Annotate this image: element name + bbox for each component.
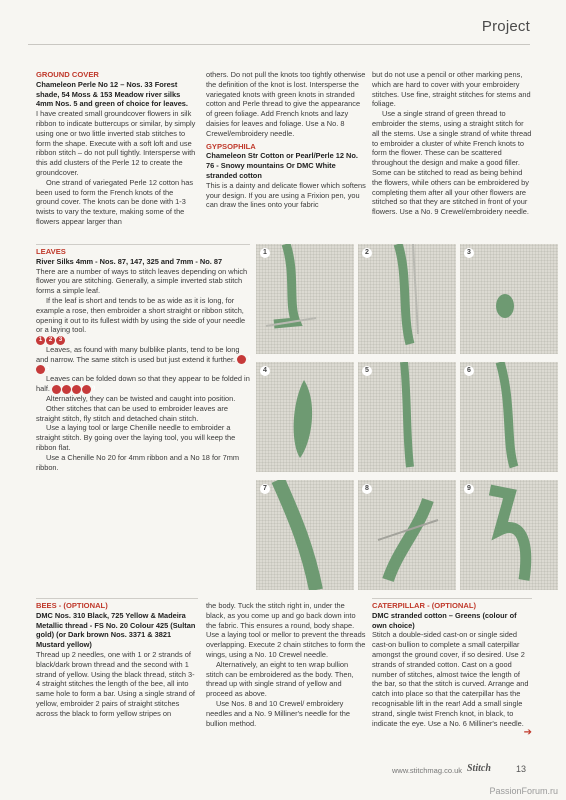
gypsophila-p3: Use a single strand of green thread to embroider the stems, using a straight stitch for all the stems. Use a single strand of white thread to embroider a cluster of white French knots to form the flower. These can be scattered throughout the design and make a good filler. Some can be stitched to read as being behind the flowers, while others can be embroidered by completing them after all your other flowers are stitched so that they are stitched in front of your flowers. Use a No. 9 Crewel/embroidery needle. <box>372 109 532 217</box>
gypsophila-heading: GYPSOPHILA <box>206 141 256 151</box>
bees-p2: the body. Tuck the stitch right in, under the black, as you come up and go back down into the fabric. This ensures a round, body shape. Use a laying tool or mellor to prevent the threads overlapping. Execute 2 chain stitches to form the wings, using a No. 10 Crewel needle. <box>206 601 366 659</box>
footer-brand-logo: Stitch <box>467 763 491 774</box>
caterpillar-heading: CATERPILLAR - (OPTIONAL) <box>372 601 477 610</box>
column-2-top <box>206 70 368 210</box>
leaves-p3-text: Leaves, as found with many bulblike plants, tend to be long and narrow. The same stitch is used but just extend it further. <box>36 344 240 364</box>
ribbon-illustration <box>358 362 456 472</box>
ribbon-illustration <box>460 244 558 354</box>
step-photo-4 <box>256 362 354 472</box>
step-number: 1 <box>260 248 270 258</box>
page-number: 13 <box>516 764 527 774</box>
bees-materials: DMC Nos. 310 Black, 725 Yellow & Madeira Metallic thread - FS No. 20 Colour 425 (Sultan gold) (or Dark brown Nos. 3371 & 3821 Mustard yellow) <box>36 610 196 650</box>
watermark: PassionForum.ru <box>489 786 558 796</box>
column-3-top <box>372 70 532 217</box>
bees-p4: Use Nos. 8 and 10 Crewel/ embroidery needles and a No. 9 Milliner's needle for the bullion method. <box>206 698 350 728</box>
step-badge: 4 <box>237 355 246 364</box>
step-photo-8 <box>358 480 456 590</box>
ribbon-illustration <box>256 244 354 354</box>
continue-arrow-icon: ➔ <box>523 727 532 739</box>
leaves-p1: There are a number of ways to stitch leaves depending on which flower you are stitching. Generally, a simple inverted stab stitch forms a simple leaf. <box>36 266 248 296</box>
ground-cover-heading: GROUND COVER <box>36 70 99 79</box>
ground-cover-p1: I have created small groundcover flowers in silk ribbon to indicate buttercups or similar, by simply using one or two little inverted stab stitches to form the shape. Execute with a soft loft and use ribbon stitch – do not pull tightly. Intersperse with this add clusters of the Perle 12 to create the groundcover. <box>36 109 196 177</box>
ribbon-illustration <box>358 244 456 354</box>
ribbon-illustration <box>460 362 558 472</box>
caterpillar-section <box>372 598 532 738</box>
footer-url[interactable]: www.stitchmag.co.uk <box>392 766 463 775</box>
ribbon-illustration <box>256 362 354 472</box>
step-number: 6 <box>464 366 474 376</box>
page-footer <box>0 760 566 800</box>
section-label: Project <box>481 18 530 35</box>
leaves-section <box>36 244 250 472</box>
leaves-badges-1 <box>36 335 250 345</box>
leaves-p4-text: Leaves can be folded down so that they appear to be folded in half. <box>36 374 250 394</box>
ribbon-illustration <box>358 480 456 590</box>
caterpillar-p1: Stitch a double-sided cast-on or single sided cast-on bullion to complete a small caterpillar amongst the ground cover, if so desired. Use 2 strands of stranded cotton. Cast on a good number of stitches, almost twice the length of the bar, so that the stitch is curved. Arrange and catch into place so that the caterpillar has the recognisable lift in the rear! Add a small single strand, single twist French knot, in black, to indicate the eye. Use a No. 6 Milliner's needle. <box>372 630 529 728</box>
step-photo-3 <box>460 244 558 354</box>
step-number: 8 <box>362 484 372 494</box>
step-badge: 1 <box>36 336 45 345</box>
step-photo-grid <box>256 244 558 590</box>
step-photo-5 <box>358 362 456 472</box>
leaves-p4 <box>36 374 250 394</box>
leaves-p3 <box>36 345 250 374</box>
step-photo-6 <box>460 362 558 472</box>
leaves-heading: LEAVES <box>36 247 66 256</box>
step-number: 7 <box>260 484 270 494</box>
step-number: 3 <box>464 248 474 258</box>
gypsophila-p1: This is a dainty and delicate flower which softens your design. If you are using a Frixion pen, you can draw the lines onto your fabric <box>206 180 366 210</box>
step-badge <box>52 385 61 394</box>
ground-cover-p2: One strand of variegated Perle 12 cotton has been used to form the French knots of the ground cover. The knots can be done with 1-3 twists to vary the texture, making some of the flowers appear larger than <box>36 177 194 226</box>
leaves-p8: Use a Chenille No 20 for 4mm ribbon and a No 18 for 7mm ribbon. <box>36 452 240 472</box>
ribbon-illustration <box>460 480 558 590</box>
step-badge: 2 <box>46 336 55 345</box>
bees-section <box>36 598 198 719</box>
step-badge: 5 <box>36 365 45 374</box>
leaves-p2: If the leaf is short and tends to be as wide as it is long, for example a rose, then embroider a short straight or ribbon stitch, opening it out to its fullest width by using the side of your needle or a laying tool. <box>36 295 246 335</box>
bees-p3: Alternatively, an eight to ten wrap bullion stitch can be embroidered as the body. Then, thread up with single strand of yellow and proceed as above. <box>206 659 354 699</box>
leaves-p7: Use a laying tool or large Chenille needle to embroider a straight stitch. By going over the laying tool, you will keep the ribbon flat. <box>36 423 236 452</box>
ribbon-illustration <box>256 480 354 590</box>
step-badge: 3 <box>56 336 65 345</box>
step-photo-2 <box>358 244 456 354</box>
bees-p1: Thread up 2 needles, one with 1 or 2 strands of black/dark brown thread and the second with 1 strand of yellow. Using the black thread, stitch 3-4 straight stitches the length of the bee, all into same hole to form a bar. Using a single strand of yellow, embroider 2 pairs of straight stitches across the black to form yellow stripes on <box>36 649 195 718</box>
gypsophila-p2: but do not use a pencil or other marking pens, which are hard to cover with your embroidery stitches. Use fine, straight stitches for stems and foliage. <box>372 70 531 109</box>
page-header <box>0 0 566 46</box>
step-number: 4 <box>260 366 270 376</box>
step-badge <box>72 385 81 394</box>
ground-cover-materials: Chameleon Perle No 12 – Nos. 33 Forest shade, 54 Moss & 153 Meadow river silks 4mm Nos. 5 and green of choice for leaves. <box>36 79 188 109</box>
leaves-materials: River Silks 4mm - Nos. 87, 147, 325 and 7mm - No. 87 <box>36 256 223 266</box>
step-badge: 9 <box>82 385 91 394</box>
step-photo-9 <box>460 480 558 590</box>
step-number: 9 <box>464 484 474 494</box>
step-photo-1 <box>256 244 354 354</box>
step-number: 5 <box>362 366 372 376</box>
step-photo-7 <box>256 480 354 590</box>
step-number: 2 <box>362 248 372 258</box>
step-badge <box>62 385 71 394</box>
ground-cover-section <box>36 70 198 227</box>
caterpillar-materials: DMC stranded cotton – Greens (colour of own choice) <box>372 610 517 630</box>
header-rule <box>28 44 530 45</box>
gypsophila-materials: Chameleon Str Cotton or Pearl/Perle 12 No. 76 - Snowy mountains Or DMC White stranded cotton <box>206 151 358 180</box>
leaves-p5: Alternatively, they can be twisted and caught into position. <box>46 393 236 403</box>
bees-heading: BEES - (OPTIONAL) <box>36 601 108 610</box>
continue-arrow-line <box>372 728 532 738</box>
leaves-p6: Other stitches that can be used to embroider leaves are straight stitch, fly stitch and detached chain stitch. <box>36 403 228 423</box>
bees-column-2 <box>206 601 366 728</box>
ground-cover-p3: others. Do not pull the knots too tightly otherwise the definition of the knot is lost. Intersperse the variegated knots with green knots in stranded cotton and Perle thread to give the appearance of green foliage. Add French knots and lazy daisies for leaves and foliage. Use a No. 8 Crewel/embroidery needle. <box>206 70 366 138</box>
